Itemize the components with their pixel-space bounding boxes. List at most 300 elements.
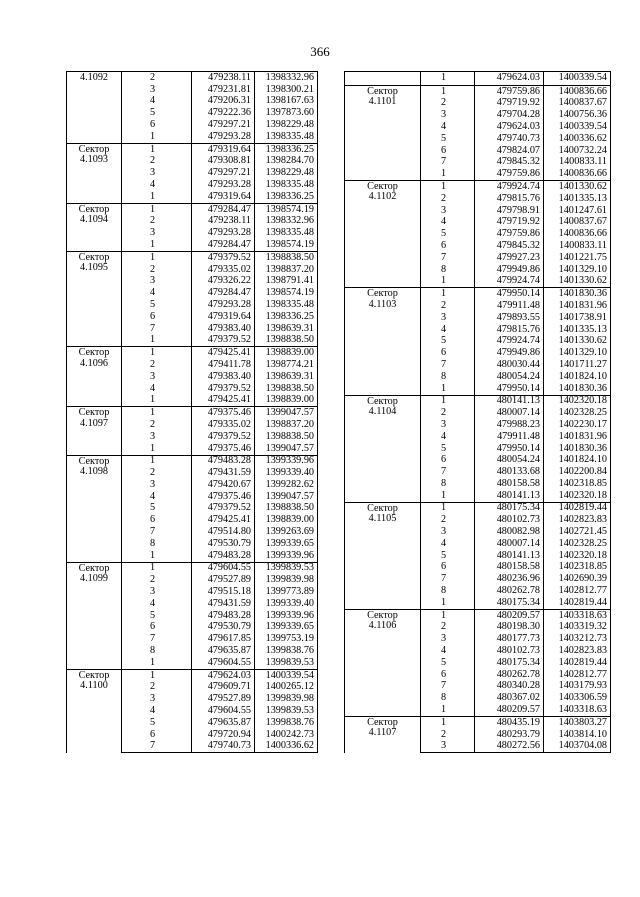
x-coordinate: 479319.64 — [192, 311, 255, 323]
point-number: 3 — [122, 84, 192, 96]
point-number: 7 — [122, 741, 192, 753]
table-row — [345, 85, 611, 97]
x-coordinate: 479798.91 — [475, 205, 544, 217]
x-coordinate: 479635.87 — [192, 717, 255, 729]
point-number: 3 — [421, 633, 475, 645]
table-row — [67, 455, 318, 467]
sector-id: 4.1102 — [368, 191, 397, 203]
sector-word: Сектор — [367, 181, 398, 193]
x-coordinate: 479740.73 — [192, 741, 255, 753]
x-coordinate: 480209.57 — [475, 704, 544, 716]
y-coordinate: 1401335.13 — [544, 193, 611, 205]
point-number: 6 — [421, 562, 475, 574]
sector-id: 4.1101 — [368, 96, 397, 107]
sector-label — [345, 395, 421, 502]
point-number: 4 — [122, 705, 192, 717]
x-coordinate: 479308.81 — [192, 156, 255, 168]
x-coordinate: 479719.92 — [475, 217, 544, 229]
point-number: 6 — [421, 669, 475, 681]
y-coordinate: 1400837.67 — [544, 98, 611, 110]
y-coordinate: 1399047.57 — [255, 491, 318, 503]
point-number: 1 — [122, 251, 192, 263]
y-coordinate: 1399339.96 — [255, 610, 318, 622]
y-coordinate: 1400265.12 — [255, 682, 318, 694]
sector-label — [345, 85, 421, 180]
x-coordinate: 479924.74 — [475, 181, 544, 193]
point-number: 1 — [421, 85, 475, 97]
point-number: 6 — [421, 347, 475, 359]
x-coordinate: 479297.21 — [192, 119, 255, 131]
x-coordinate: 479759.86 — [475, 228, 544, 240]
x-coordinate: 480102.73 — [475, 514, 544, 526]
y-coordinate: 1398335.48 — [255, 179, 318, 191]
y-coordinate: 1398229.48 — [255, 167, 318, 179]
y-coordinate: 1399839.53 — [255, 657, 318, 669]
coordinates-table-left — [66, 71, 318, 753]
y-coordinate: 1400336.62 — [255, 741, 318, 753]
y-coordinate: 1401221.75 — [544, 252, 611, 264]
sector-id: 4.1098 — [79, 465, 108, 477]
x-coordinate: 479375.46 — [192, 407, 255, 419]
y-coordinate: 1403704.08 — [544, 741, 611, 753]
x-coordinate: 479530.79 — [192, 622, 255, 634]
sector-label — [345, 72, 421, 86]
x-coordinate: 480367.02 — [475, 692, 544, 704]
y-coordinate: 1399839.53 — [255, 705, 318, 717]
y-coordinate: 1398574.19 — [255, 239, 318, 251]
y-coordinate: 1399838.76 — [255, 645, 318, 657]
y-coordinate: 1402200.84 — [544, 466, 611, 478]
y-coordinate: 1402318.85 — [544, 562, 611, 574]
sector-label — [345, 502, 421, 609]
x-coordinate: 479379.52 — [192, 383, 255, 395]
y-coordinate: 1400339.54 — [544, 72, 611, 86]
point-number: 1 — [421, 168, 475, 180]
x-coordinate: 480340.28 — [475, 681, 544, 693]
x-coordinate: 480177.73 — [475, 633, 544, 645]
point-number: 6 — [421, 240, 475, 252]
x-coordinate: 479527.89 — [192, 574, 255, 586]
sector-id: 4.1097 — [79, 417, 108, 429]
point-number: 2 — [122, 359, 192, 371]
y-coordinate: 1401738.91 — [544, 312, 611, 324]
y-coordinate: 1400833.11 — [544, 157, 611, 169]
point-number: 2 — [421, 193, 475, 205]
x-coordinate: 479824.07 — [475, 145, 544, 157]
page-number: 366 — [310, 44, 330, 59]
point-number: 1 — [122, 191, 192, 203]
y-coordinate: 1398336.25 — [255, 143, 318, 155]
point-number: 5 — [421, 550, 475, 562]
sector-label — [67, 72, 122, 144]
x-coordinate: 479845.32 — [475, 157, 544, 169]
point-number: 3 — [421, 526, 475, 538]
x-coordinate: 479719.92 — [475, 98, 544, 110]
y-coordinate: 1399047.57 — [255, 443, 318, 455]
point-number: 1 — [421, 383, 475, 395]
x-coordinate: 479635.87 — [192, 645, 255, 657]
x-coordinate: 479845.32 — [475, 240, 544, 252]
point-number: 5 — [122, 299, 192, 311]
y-coordinate: 1402230.17 — [544, 419, 611, 431]
point-number: 4 — [122, 179, 192, 191]
x-coordinate: 480175.34 — [475, 502, 544, 514]
point-number: 1 — [122, 131, 192, 143]
y-coordinate: 1402819.44 — [544, 657, 611, 669]
x-coordinate: 479335.02 — [192, 264, 255, 276]
point-number: 4 — [421, 217, 475, 229]
table-row — [67, 347, 318, 359]
point-number: 3 — [122, 693, 192, 705]
sector-word: Сектор — [367, 85, 398, 97]
point-number: 6 — [122, 119, 192, 131]
y-coordinate: 1401711.27 — [544, 359, 611, 371]
x-coordinate: 479624.03 — [475, 72, 544, 86]
x-coordinate: 479326.22 — [192, 276, 255, 288]
point-number: 4 — [122, 491, 192, 503]
y-coordinate: 1398837.20 — [255, 419, 318, 431]
x-coordinate: 480007.14 — [475, 407, 544, 419]
y-coordinate: 1398336.25 — [255, 191, 318, 203]
x-coordinate: 479375.46 — [192, 443, 255, 455]
point-number: 8 — [122, 538, 192, 550]
x-coordinate: 480054.24 — [475, 455, 544, 467]
sector-label — [345, 288, 421, 395]
point-number: 1 — [421, 609, 475, 621]
y-coordinate: 1398839.00 — [255, 395, 318, 407]
y-coordinate: 1402823.83 — [544, 514, 611, 526]
y-coordinate: 1401830.36 — [544, 443, 611, 455]
x-coordinate: 479624.03 — [192, 669, 255, 681]
sector-label — [67, 669, 122, 753]
x-coordinate: 480198.30 — [475, 622, 544, 634]
x-coordinate: 479425.41 — [192, 395, 255, 407]
point-number: 5 — [421, 336, 475, 348]
x-coordinate: 479284.47 — [192, 287, 255, 299]
x-coordinate: 479431.59 — [192, 598, 255, 610]
y-coordinate: 1403318.63 — [544, 609, 611, 621]
y-coordinate: 1398838.50 — [255, 431, 318, 443]
x-coordinate: 480141.13 — [475, 490, 544, 502]
point-number: 1 — [122, 562, 192, 574]
y-coordinate: 1401335.13 — [544, 324, 611, 336]
table-row — [345, 288, 611, 300]
y-coordinate: 1399753.19 — [255, 633, 318, 645]
sector-id: 4.1107 — [368, 727, 397, 739]
x-coordinate: 479949.86 — [475, 347, 544, 359]
x-coordinate: 479483.28 — [192, 550, 255, 562]
point-number: 1 — [421, 395, 475, 407]
x-coordinate: 479375.46 — [192, 491, 255, 503]
x-coordinate: 480158.58 — [475, 562, 544, 574]
y-coordinate: 1401830.36 — [544, 383, 611, 395]
x-coordinate: 479284.47 — [192, 239, 255, 251]
sector-word: Сектор — [78, 347, 110, 359]
x-coordinate: 479924.74 — [475, 336, 544, 348]
point-number: 3 — [122, 479, 192, 491]
y-coordinate: 1398336.25 — [255, 311, 318, 323]
point-number: 1 — [421, 502, 475, 514]
y-coordinate: 1402812.77 — [544, 669, 611, 681]
point-number: 1 — [421, 490, 475, 502]
x-coordinate: 480141.13 — [475, 550, 544, 562]
table-row — [67, 203, 318, 215]
y-coordinate: 1398229.48 — [255, 119, 318, 131]
point-number: 7 — [421, 359, 475, 371]
x-coordinate: 479740.73 — [475, 133, 544, 145]
point-number: 4 — [122, 598, 192, 610]
y-coordinate: 1399282.62 — [255, 479, 318, 491]
coordinates-table-right — [344, 71, 611, 753]
y-coordinate: 1398774.21 — [255, 359, 318, 371]
x-coordinate: 479893.55 — [475, 312, 544, 324]
table-row — [67, 407, 318, 419]
table-row — [67, 669, 318, 681]
point-number: 1 — [122, 657, 192, 669]
point-number: 5 — [122, 503, 192, 515]
sector-id: 4.1093 — [79, 153, 108, 165]
x-coordinate: 479293.28 — [192, 299, 255, 311]
table-row — [67, 562, 318, 574]
x-coordinate: 479231.81 — [192, 84, 255, 96]
point-number: 1 — [122, 203, 192, 215]
y-coordinate: 1398284.70 — [255, 156, 318, 168]
x-coordinate: 479949.86 — [475, 264, 544, 276]
point-number: 1 — [122, 669, 192, 681]
sector-id: 4.1104 — [368, 405, 397, 417]
y-coordinate: 1399339.65 — [255, 538, 318, 550]
point-number: 3 — [421, 205, 475, 217]
y-coordinate: 1403803.27 — [544, 717, 611, 729]
sector-id: 4.1105 — [368, 512, 397, 524]
x-coordinate: 479950.14 — [475, 288, 544, 300]
point-number: 3 — [421, 109, 475, 121]
point-number: 2 — [421, 98, 475, 110]
y-coordinate: 1402328.25 — [544, 407, 611, 419]
sector-word: Сектор — [78, 203, 110, 215]
sector-label — [67, 347, 122, 407]
x-coordinate: 480133.68 — [475, 466, 544, 478]
x-coordinate: 480102.73 — [475, 645, 544, 657]
y-coordinate: 1399339.96 — [255, 455, 318, 467]
x-coordinate: 480209.57 — [475, 609, 544, 621]
y-coordinate: 1402721.45 — [544, 526, 611, 538]
sector-label — [345, 609, 421, 716]
point-number: 7 — [122, 526, 192, 538]
sector-word: Сектор — [78, 669, 110, 681]
y-coordinate: 1399339.65 — [255, 622, 318, 634]
x-coordinate: 480082.98 — [475, 526, 544, 538]
point-number: 7 — [421, 252, 475, 264]
y-coordinate: 1402812.77 — [544, 585, 611, 597]
y-coordinate: 1402320.18 — [544, 395, 611, 407]
y-coordinate: 1402328.25 — [544, 538, 611, 550]
x-coordinate: 479431.59 — [192, 467, 255, 479]
x-coordinate: 479293.28 — [192, 227, 255, 239]
sector-word: Сектор — [78, 251, 110, 263]
x-coordinate: 479483.28 — [192, 455, 255, 467]
x-coordinate: 479759.86 — [475, 168, 544, 180]
point-number: 5 — [122, 107, 192, 119]
sector-word: Сектор — [367, 717, 398, 729]
point-number: 4 — [421, 538, 475, 550]
point-number: 2 — [421, 514, 475, 526]
point-number: 2 — [421, 300, 475, 312]
y-coordinate: 1403319.32 — [544, 622, 611, 634]
y-coordinate: 1399339.96 — [255, 550, 318, 562]
sector-label — [67, 562, 122, 669]
x-coordinate: 480262.78 — [475, 669, 544, 681]
x-coordinate: 479379.52 — [192, 503, 255, 515]
point-number: 7 — [122, 633, 192, 645]
y-coordinate: 1399047.57 — [255, 407, 318, 419]
x-coordinate: 479759.86 — [475, 85, 544, 97]
table-row — [345, 72, 611, 86]
y-coordinate: 1400336.62 — [544, 133, 611, 145]
sector-word: Сектор — [367, 395, 398, 407]
point-number: 4 — [122, 96, 192, 108]
point-number: 3 — [421, 741, 475, 753]
point-number: 1 — [122, 455, 192, 467]
point-number: 5 — [421, 228, 475, 240]
x-coordinate: 479911.48 — [475, 300, 544, 312]
y-coordinate: 1403814.10 — [544, 729, 611, 741]
sector-id: 4.1094 — [79, 213, 108, 225]
x-coordinate: 479911.48 — [475, 431, 544, 443]
y-coordinate: 1403318.63 — [544, 704, 611, 716]
sector-label — [67, 203, 122, 251]
sector-label — [67, 143, 122, 203]
point-number: 1 — [421, 288, 475, 300]
y-coordinate: 1398167.63 — [255, 96, 318, 108]
x-coordinate: 479815.76 — [475, 324, 544, 336]
x-coordinate: 480236.96 — [475, 573, 544, 585]
y-coordinate: 1400836.66 — [544, 85, 611, 97]
sector-label — [67, 251, 122, 346]
y-coordinate: 1399339.40 — [255, 598, 318, 610]
x-coordinate: 480175.34 — [475, 657, 544, 669]
x-coordinate: 479206.31 — [192, 96, 255, 108]
point-number: 3 — [122, 586, 192, 598]
table-row — [345, 717, 611, 729]
x-coordinate: 479950.14 — [475, 383, 544, 395]
table-row — [345, 181, 611, 193]
x-coordinate: 479950.14 — [475, 443, 544, 455]
point-number: 5 — [122, 610, 192, 622]
y-coordinate: 1403306.59 — [544, 692, 611, 704]
x-coordinate: 479924.74 — [475, 276, 544, 288]
y-coordinate: 1402819.44 — [544, 502, 611, 514]
y-coordinate: 1401330.62 — [544, 336, 611, 348]
y-coordinate: 1402823.83 — [544, 645, 611, 657]
point-number: 1 — [122, 239, 192, 251]
point-number: 2 — [421, 729, 475, 741]
sector-word: Сектор — [367, 502, 398, 514]
x-coordinate: 479927.23 — [475, 252, 544, 264]
x-coordinate: 479720.94 — [192, 729, 255, 741]
y-coordinate: 1402819.44 — [544, 597, 611, 609]
sector-label — [345, 181, 421, 288]
point-number: 2 — [122, 156, 192, 168]
x-coordinate: 479383.40 — [192, 323, 255, 335]
y-coordinate: 1398335.48 — [255, 227, 318, 239]
x-coordinate: 479379.52 — [192, 251, 255, 263]
x-coordinate: 479319.64 — [192, 191, 255, 203]
point-number: 1 — [122, 335, 192, 347]
y-coordinate: 1398335.48 — [255, 299, 318, 311]
point-number: 2 — [122, 72, 192, 84]
sector-word: Сектор — [367, 609, 398, 621]
y-coordinate: 1399773.89 — [255, 586, 318, 598]
y-coordinate: 1403179.93 — [544, 681, 611, 693]
y-coordinate: 1400339.54 — [544, 121, 611, 133]
point-number: 8 — [421, 371, 475, 383]
y-coordinate: 1401329.10 — [544, 264, 611, 276]
y-coordinate: 1400836.66 — [544, 228, 611, 240]
sector-word: Сектор — [78, 407, 110, 419]
point-number: 1 — [421, 717, 475, 729]
x-coordinate: 479383.40 — [192, 371, 255, 383]
point-number: 1 — [421, 181, 475, 193]
y-coordinate: 1399839.98 — [255, 574, 318, 586]
point-number: 8 — [421, 264, 475, 276]
y-coordinate: 1398838.50 — [255, 383, 318, 395]
y-coordinate: 1397873.60 — [255, 107, 318, 119]
point-number: 3 — [421, 312, 475, 324]
point-number: 6 — [421, 455, 475, 467]
point-number: 7 — [421, 157, 475, 169]
x-coordinate: 479624.03 — [475, 121, 544, 133]
table-row — [345, 609, 611, 621]
x-coordinate: 479514.80 — [192, 526, 255, 538]
table-row — [67, 72, 318, 84]
x-coordinate: 479411.78 — [192, 359, 255, 371]
y-coordinate: 1400837.67 — [544, 217, 611, 229]
table-row — [345, 395, 611, 407]
point-number: 3 — [122, 227, 192, 239]
point-number: 5 — [421, 133, 475, 145]
y-coordinate: 1398639.31 — [255, 371, 318, 383]
sector-word: Сектор — [367, 288, 398, 300]
y-coordinate: 1398335.48 — [255, 131, 318, 143]
y-coordinate: 1398839.00 — [255, 514, 318, 526]
point-number: 1 — [421, 72, 475, 86]
y-coordinate: 1398332.96 — [255, 216, 318, 228]
x-coordinate: 480158.58 — [475, 478, 544, 490]
x-coordinate: 479293.28 — [192, 131, 255, 143]
sector-id: 4.1100 — [80, 680, 108, 692]
point-number: 8 — [421, 585, 475, 597]
x-coordinate: 480175.34 — [475, 597, 544, 609]
point-number: 3 — [122, 167, 192, 179]
point-number: 4 — [421, 431, 475, 443]
x-coordinate: 480054.24 — [475, 371, 544, 383]
y-coordinate: 1401824.10 — [544, 371, 611, 383]
point-number: 1 — [421, 597, 475, 609]
point-number: 6 — [122, 311, 192, 323]
x-coordinate: 479379.52 — [192, 335, 255, 347]
point-number: 8 — [421, 478, 475, 490]
x-coordinate: 479604.55 — [192, 562, 255, 574]
point-number: 3 — [122, 431, 192, 443]
y-coordinate: 1398838.50 — [255, 335, 318, 347]
point-number: 1 — [122, 443, 192, 455]
point-number: 6 — [122, 622, 192, 634]
point-number: 1 — [122, 143, 192, 155]
x-coordinate: 479483.28 — [192, 610, 255, 622]
x-coordinate: 480030.44 — [475, 359, 544, 371]
point-number: 7 — [421, 681, 475, 693]
